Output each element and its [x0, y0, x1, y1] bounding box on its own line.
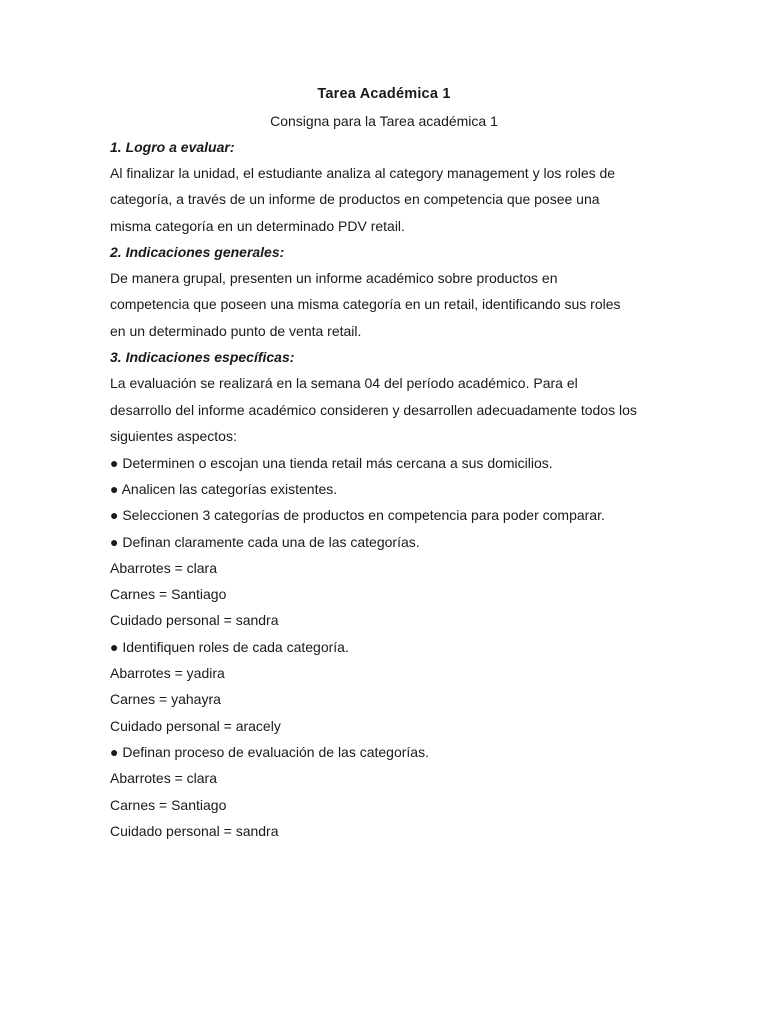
paragraph-line: De manera grupal, presenten un informe académico sobre productos en [110, 270, 558, 286]
paragraph-line: categoría, a través de un informe de productos en competencia que posee una [110, 191, 600, 207]
assignment-line: Cuidado personal = sandra [110, 612, 279, 628]
bullet-item: ● Analicen las categorías existentes. [110, 481, 338, 497]
section-heading-indicaciones-generales: 2. Indicaciones generales: [110, 244, 285, 260]
bullet-item: ● Seleccionen 3 categorías de productos en competencia para poder comparar. [110, 507, 605, 523]
paragraph-line: competencia que poseen una misma categoría en un retail, identificando sus roles [110, 296, 621, 312]
assignment-line: Carnes = Santiago [110, 797, 227, 813]
bullet-item: ● Determinen o escojan una tienda retail más cercana a sus domicilios. [110, 455, 553, 471]
paragraph-line: Al finalizar la unidad, el estudiante analiza al category management y los roles de [110, 165, 616, 181]
paragraph-line: La evaluación se realizará en la semana 04 del período académico. Para el [110, 375, 578, 391]
paragraph-line: en un determinado punto de venta retail. [110, 323, 362, 339]
assignment-line: Carnes = Santiago [110, 586, 227, 602]
assignment-line: Carnes = yahayra [110, 691, 221, 707]
bullet-item: ● Definan claramente cada una de las categorías. [110, 534, 420, 550]
paragraph-line: siguientes aspectos: [110, 428, 237, 444]
bullet-item: ● Definan proceso de evaluación de las categorías. [110, 744, 429, 760]
section-heading-indicaciones-especificas: 3. Indicaciones específicas: [110, 349, 295, 365]
document-subtitle: Consigna para la Tarea académica 1 [270, 113, 498, 129]
section-heading-logro: 1. Logro a evaluar: [110, 139, 235, 155]
paragraph-line: misma categoría en un determinado PDV retail. [110, 218, 405, 234]
assignment-line: Cuidado personal = aracely [110, 718, 281, 734]
assignment-line: Cuidado personal = sandra [110, 823, 279, 839]
bullet-item: ● Identifiquen roles de cada categoría. [110, 639, 349, 655]
assignment-line: Abarrotes = clara [110, 560, 217, 576]
assignment-line: Abarrotes = yadira [110, 665, 225, 681]
paragraph-line: desarrollo del informe académico consideren y desarrollen adecuadamente todos los [110, 402, 637, 418]
document-title: Tarea Académica 1 [317, 86, 451, 102]
assignment-line: Abarrotes = clara [110, 770, 217, 786]
